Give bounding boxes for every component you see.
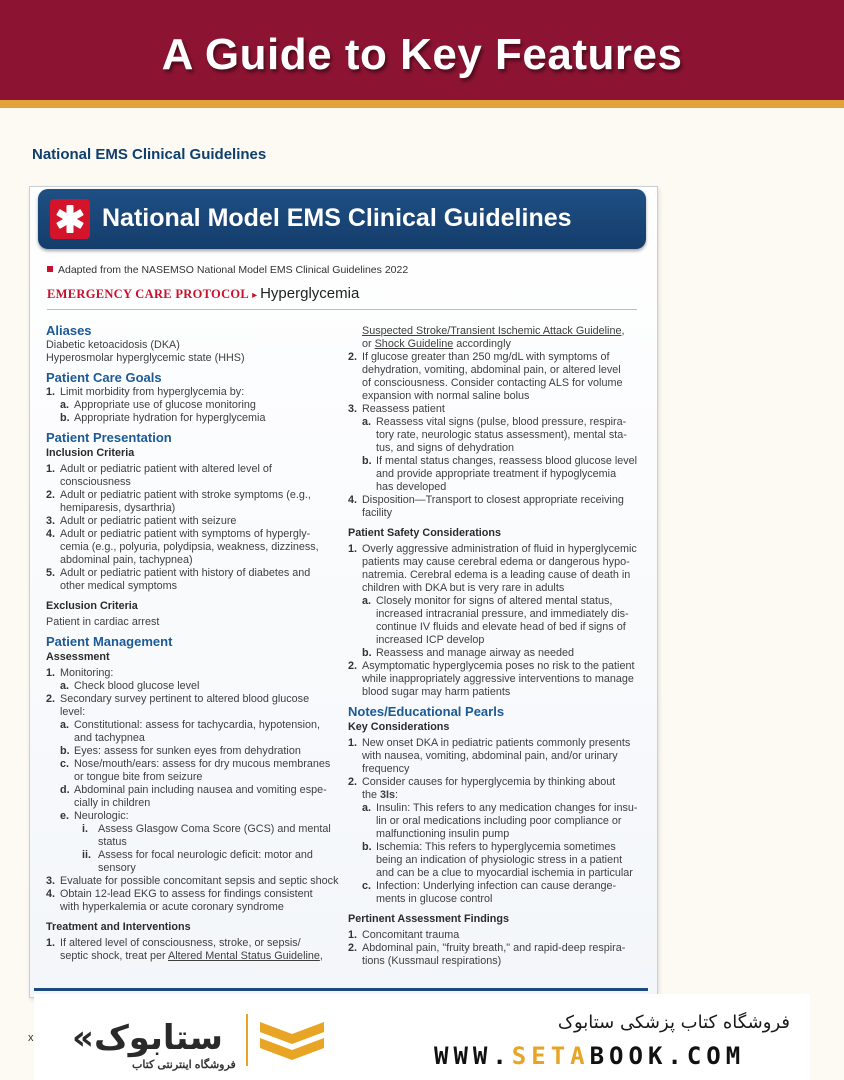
list-text: Reassess vital signs (pulse, blood pressure, respira-	[376, 416, 627, 428]
list-text: hemiparesis, dysarthria)	[60, 502, 176, 514]
list-text: Adult or pediatric patient with history of diabetes and	[60, 567, 311, 579]
list-text-bold: 3Is	[380, 789, 396, 801]
list-text: Assess for focal neurologic deficit: motor and	[98, 849, 313, 861]
list-text: status	[98, 836, 127, 848]
list-text: patients may cause cerebral edema or dangerous hypo-	[362, 556, 630, 568]
list-number: 1.	[46, 937, 56, 949]
list-text: level:	[60, 706, 86, 718]
list-number: 2.	[46, 693, 56, 705]
list-number: 1.	[46, 463, 56, 475]
list-number: a.	[362, 416, 372, 428]
list-number: b.	[362, 455, 372, 467]
list-text: and can be a clue to myocardial ischemia in particular	[376, 867, 633, 879]
list-text: Nose/mouth/ears: assess for dry mucous membranes	[74, 758, 331, 770]
aliases-heading: Aliases	[46, 323, 92, 338]
list-item	[46, 515, 342, 528]
list-text: :	[395, 789, 399, 801]
list-text: has developed	[376, 481, 447, 493]
square-bullet-icon	[47, 266, 53, 272]
list-text: frequency	[362, 763, 410, 775]
right-column	[348, 325, 640, 968]
list-number: c.	[362, 880, 372, 892]
list-text: facility	[362, 507, 392, 519]
list-item	[46, 823, 342, 849]
list-text: Evaluate for possible concomitant sepsis and septic shock	[60, 875, 339, 887]
logo-divider	[246, 1014, 248, 1066]
list-item	[348, 325, 640, 351]
list-item	[348, 543, 640, 595]
list-text: and provide appropriate treatment if hypoglycemia	[376, 468, 617, 480]
list-item	[348, 647, 640, 660]
list-number: d.	[60, 784, 70, 796]
list-item	[46, 567, 342, 593]
list-text: being an indication of physiologic stress in a patient	[376, 854, 623, 866]
list-text: cially in children	[74, 797, 151, 809]
alias-item: Hyperosmolar hyperglycemic state (HHS)	[46, 352, 245, 364]
list-text: tus, and signs of dehydration	[376, 442, 515, 454]
list-text: Adult or pediatric patient with seizure	[60, 515, 237, 527]
list-item	[46, 489, 342, 515]
list-text: New onset DKA in pediatric patients commonly presents	[362, 737, 631, 749]
list-number: a.	[60, 680, 70, 692]
list-text: blood sugar may harm patients	[362, 686, 511, 698]
list-item	[46, 784, 342, 810]
list-number: 5.	[46, 567, 56, 579]
list-text: or tongue bite from seizure	[74, 771, 203, 783]
list-text: Obtain 12-lead EKG to assess for findings consistent	[60, 888, 313, 900]
list-text: increased ICP develop	[376, 634, 485, 646]
list-text: accordingly	[453, 338, 511, 350]
list-item	[46, 693, 342, 719]
list-text: with hyperkalemia or acute coronary syndrome	[60, 901, 284, 913]
list-text: Reassess patient	[362, 403, 445, 415]
top-banner	[0, 0, 844, 108]
shock-guideline-link[interactable]: Shock Guideline	[374, 338, 454, 350]
list-number: 2.	[348, 351, 358, 363]
list-number: a.	[60, 399, 70, 411]
list-number: 3.	[46, 515, 56, 527]
list-number: 4.	[46, 888, 56, 900]
list-number: 1.	[348, 929, 358, 941]
list-text: malfunctioning insulin pump	[376, 828, 510, 840]
url-part: WWW.	[434, 1042, 512, 1070]
list-item	[348, 660, 640, 699]
list-text: and tachypnea	[74, 732, 145, 744]
list-text: ments in glucose control	[376, 893, 493, 905]
protocol-name: Hyperglycemia	[260, 285, 360, 302]
list-text: Disposition—Transport to closest appropriate receiving	[362, 494, 624, 506]
list-number: 1.	[348, 543, 358, 555]
protocol-heading	[47, 285, 637, 310]
list-text: Assess Glasgow Coma Score (GCS) and mental	[98, 823, 331, 835]
exclusion-item: Patient in cardiac arrest	[46, 616, 160, 628]
card-bottom-rule	[34, 988, 648, 991]
list-text: continue IV fluids and elevate head of bed if signs of	[376, 621, 626, 633]
list-text: Appropriate use of glucose monitoring	[74, 399, 256, 411]
store-title-fa: فروشگاه کتاب پزشکی ستابوک	[557, 1012, 790, 1033]
list-text: Ischemia: This refers to hyperglycemia sometimes	[376, 841, 616, 853]
list-text: Overly aggressive administration of fluid in hyperglycemic	[362, 543, 637, 555]
list-text: of consciousness. Consider contacting ALS for volume	[362, 377, 623, 389]
list-number: ii.	[82, 849, 91, 861]
list-text: Reassess and manage airway as needed	[376, 647, 575, 659]
list-number: 1.	[348, 737, 358, 749]
list-text: tions (Kussmaul respirations)	[362, 955, 502, 967]
findings-heading: Pertinent Assessment Findings	[348, 913, 509, 925]
url-part: BOOK.COM	[589, 1042, 746, 1070]
guideline-page-card	[29, 186, 658, 998]
adapted-note	[47, 264, 408, 276]
list-item	[46, 667, 342, 680]
list-item	[46, 680, 342, 693]
assessment-heading: Assessment	[46, 651, 110, 663]
management-heading: Patient Management	[46, 634, 173, 649]
list-number: 2.	[348, 660, 358, 672]
list-number: 1.	[46, 386, 56, 398]
list-text: Asymptomatic hyperglycemia poses no risk to the patient	[362, 660, 635, 672]
store-logo	[72, 1014, 262, 1070]
safety-heading: Patient Safety Considerations	[348, 527, 501, 539]
list-text: Abdominal pain, "fruity breath," and rapid-deep respira-	[362, 942, 626, 954]
store-logo-subtitle: فروشگاه اینترنتی کتاب	[132, 1059, 236, 1071]
watermark-banner	[34, 994, 810, 1080]
list-number: 2.	[348, 942, 358, 954]
list-text: increased intracranial pressure, and immediately dis-	[376, 608, 629, 620]
list-text: natremia. Cerebral edema is a leading cause of death in	[362, 569, 631, 581]
list-text: dehydration, vomiting, abdominal pain, or altered level	[362, 364, 621, 376]
list-text: abdominal pain, tachypnea)	[60, 554, 193, 566]
list-text: Constitutional: assess for tachycardia, hypotension,	[74, 719, 321, 731]
list-text: Consider causes for hyperglycemia by thinking about	[362, 776, 616, 788]
store-logo-wordmark: «ستابوک	[72, 1018, 223, 1058]
list-text: Infection: Underlying infection can cause derange-	[376, 880, 617, 892]
list-text: Closely monitor for signs of altered mental status,	[376, 595, 613, 607]
list-item	[46, 463, 342, 489]
list-number: e.	[60, 810, 70, 822]
list-item	[348, 403, 640, 416]
notes-heading: Notes/Educational Pearls	[348, 704, 505, 719]
list-number: a.	[362, 802, 372, 814]
list-text: If glucose greater than 250 mg/dL with symptoms of	[362, 351, 610, 363]
list-item	[46, 399, 342, 412]
url-part-highlight: SETA	[511, 1042, 590, 1070]
list-text: Monitoring:	[60, 667, 114, 679]
list-text: lin or oral medications including poor compliance or	[376, 815, 622, 827]
chevron-logo-icon	[256, 1018, 328, 1073]
edge-mark: x	[28, 1032, 34, 1044]
list-item	[46, 528, 342, 567]
list-text: expansion with normal saline bolus	[362, 390, 530, 402]
list-item	[46, 719, 342, 745]
list-item	[348, 880, 640, 906]
list-item	[46, 888, 342, 914]
list-text: septic shock, treat per	[60, 950, 169, 962]
section-label: National EMS Clinical Guidelines	[32, 146, 267, 163]
list-item	[348, 351, 640, 403]
list-number: 3.	[348, 403, 358, 415]
list-item	[348, 841, 640, 880]
list-number: c.	[60, 758, 70, 770]
list-number: a.	[362, 595, 372, 607]
list-number: 4.	[348, 494, 358, 506]
star-of-life-icon	[50, 199, 90, 239]
list-text: Adult or pediatric patient with stroke symptoms (e.g.,	[60, 489, 311, 501]
list-text: Check blood glucose level	[74, 680, 200, 692]
store-url[interactable]	[434, 1042, 745, 1070]
list-number: b.	[362, 841, 372, 853]
list-text: ,	[319, 950, 323, 962]
protocol-kicker: EMERGENCY CARE PROTOCOL	[47, 287, 250, 301]
list-text: ,	[621, 325, 625, 337]
list-item	[348, 737, 640, 776]
list-text: children with DKA but is very rare in adults	[362, 582, 565, 594]
inclusion-heading: Inclusion Criteria	[46, 447, 135, 459]
stroke-guideline-link[interactable]: Suspected Stroke/Transient Ischemic Attack Guideline	[362, 325, 622, 337]
list-number: i.	[82, 823, 88, 835]
list-number: b.	[362, 647, 372, 659]
list-number: a.	[60, 719, 70, 731]
exclusion-heading: Exclusion Criteria	[46, 600, 138, 612]
list-item	[46, 937, 342, 963]
list-item	[46, 849, 342, 875]
list-number: 4.	[46, 528, 56, 540]
card-header	[38, 189, 646, 249]
list-item	[348, 942, 640, 968]
list-item	[46, 758, 342, 784]
list-text: Secondary survey pertinent to altered blood glucose	[60, 693, 310, 705]
goals-heading: Patient Care Goals	[46, 370, 162, 385]
list-text: Concomitant trauma	[362, 929, 460, 941]
list-number: 1.	[46, 667, 56, 679]
list-text: Adult or pediatric patient with symptoms of hypergly-	[60, 528, 311, 540]
presentation-heading: Patient Presentation	[46, 430, 172, 445]
list-text: Insulin: This refers to any medication changes for insu-	[376, 802, 638, 814]
key-considerations-heading: Key Considerations	[348, 721, 450, 733]
list-text: while inappropriately aggressive interventions to manage	[362, 673, 634, 685]
list-number: 3.	[46, 875, 56, 887]
list-item	[46, 745, 342, 758]
list-number: b.	[60, 412, 70, 424]
list-text: tory rate, neurologic status assessment), mental sta-	[376, 429, 627, 441]
list-text: with nausea, vomiting, abdominal pain, and/or urinary	[362, 750, 618, 762]
altered-mental-status-link[interactable]: Altered Mental Status Guideline	[168, 950, 320, 962]
list-item	[348, 494, 640, 520]
treatment-heading: Treatment and Interventions	[46, 921, 191, 933]
list-number: b.	[60, 745, 70, 757]
banner-title: A Guide to Key Features	[161, 30, 683, 79]
list-item	[348, 416, 640, 455]
list-item	[46, 810, 342, 823]
list-item	[348, 595, 640, 647]
adapted-text: Adapted from the NASEMSO National Model EMS Clinical Guidelines 2022	[58, 264, 409, 276]
list-item	[46, 412, 342, 425]
list-text: cemia (e.g., polyuria, polydipsia, weakness, dizziness,	[60, 541, 319, 553]
list-text: Appropriate hydration for hyperglycemia	[74, 412, 266, 424]
list-text: Abdominal pain including nausea and vomiting espe-	[74, 784, 327, 796]
list-text: If altered level of consciousness, stroke, or sepsis/	[60, 937, 301, 949]
card-title: National Model EMS Clinical Guidelines	[102, 204, 572, 232]
list-item	[348, 455, 640, 494]
list-item	[348, 802, 640, 841]
alias-item: Diabetic ketoacidosis (DKA)	[46, 339, 180, 351]
list-text: sensory	[98, 862, 136, 874]
list-text: Eyes: assess for sunken eyes from dehydration	[74, 745, 301, 757]
left-column	[46, 324, 342, 963]
list-text: Neurologic:	[74, 810, 129, 822]
list-number: 2.	[348, 776, 358, 788]
list-text: If mental status changes, reassess blood glucose level	[376, 455, 638, 467]
list-text: the	[362, 789, 381, 801]
list-item	[46, 875, 342, 888]
protocol-arrow: ▸	[252, 290, 258, 301]
list-text: Limit morbidity from hyperglycemia by:	[60, 386, 245, 398]
list-text: other medical symptoms	[60, 580, 178, 592]
list-text: Adult or pediatric patient with altered level of consciousness	[60, 463, 272, 488]
list-item	[348, 776, 640, 802]
list-text: or	[362, 338, 375, 350]
list-number: 2.	[46, 489, 56, 501]
list-item	[348, 929, 640, 942]
list-item	[46, 386, 342, 399]
